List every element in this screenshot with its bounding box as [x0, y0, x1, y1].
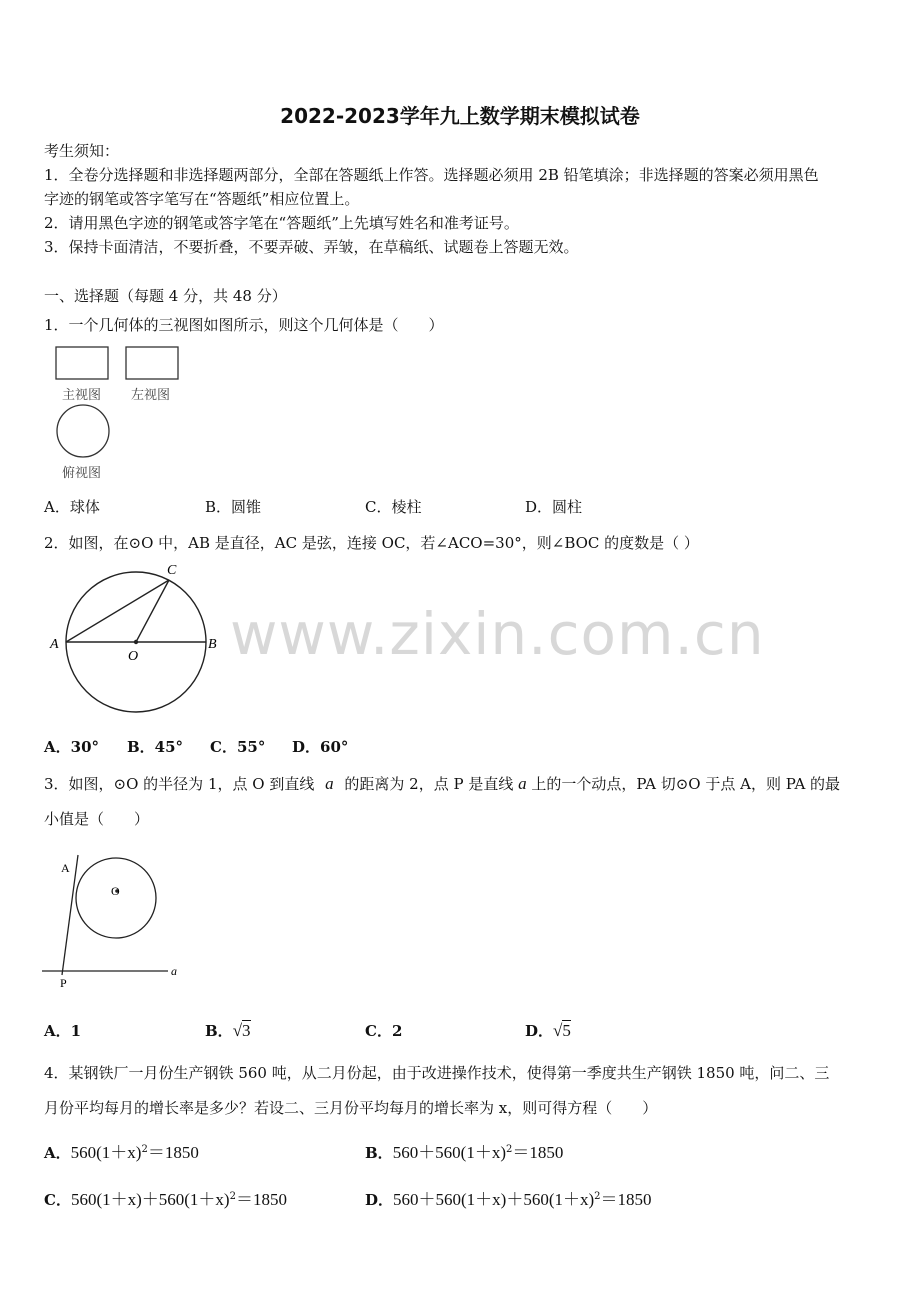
- q3-option-b[interactable]: B．√3: [205, 1021, 251, 1040]
- q3-line-a-label: a: [171, 964, 177, 978]
- q4-option-a[interactable]: [44, 1138, 199, 1163]
- q3-stem-line2: 小值是（ ）: [44, 810, 150, 828]
- q2-option-c[interactable]: C．55°: [210, 738, 266, 756]
- q4-option-d-expr: 560＋560(1＋x)＋560(1＋x): [393, 1190, 595, 1209]
- q4-option-a-expr: 560(1＋x): [70, 1143, 142, 1162]
- q2-point-b-label: B: [208, 637, 217, 652]
- q1-option-a[interactable]: A．球体: [44, 498, 100, 516]
- q2-center-dot: [134, 640, 138, 644]
- q3-point-p-label: P: [60, 976, 67, 990]
- q1-option-b[interactable]: B．圆锥: [205, 498, 262, 516]
- q3-stem-line1: [44, 773, 840, 794]
- front-view-rect: [56, 347, 108, 379]
- q3-circle: [76, 858, 156, 938]
- q3-tangent-figure: [40, 855, 190, 995]
- q4-option-b-rhs: ＝1850: [512, 1143, 564, 1162]
- q2-option-b[interactable]: B．45°: [127, 738, 184, 756]
- q3-stem-part-b: 的距离为 2，点 P 是直线: [344, 775, 514, 793]
- q4-option-d[interactable]: [365, 1185, 652, 1210]
- q3-stem-part-c: 上的一个动点，PA 切⊙O 于点 A，则 PA 的最: [531, 775, 841, 793]
- q4-option-d-label: D．: [365, 1191, 394, 1209]
- q4-option-a-label: A．: [44, 1144, 71, 1162]
- side-view-label: 左视图: [131, 388, 171, 403]
- q3-option-b-radicand: 3: [242, 1021, 251, 1040]
- q4-option-c-label: C．: [44, 1191, 71, 1209]
- q1-stem: 1．一个几何体的三视图如图所示，则这个几何体是（ ）: [44, 316, 444, 334]
- q2-point-a-label: A: [50, 637, 59, 652]
- notice-heading: 考生须知：: [44, 142, 120, 160]
- q4-option-d-rhs: ＝1850: [600, 1190, 652, 1209]
- q4-option-b-exp: 2: [506, 1144, 513, 1155]
- q2-chord-ac: [66, 580, 169, 642]
- q4-option-b[interactable]: [365, 1138, 563, 1163]
- q3-option-c[interactable]: C．2: [365, 1022, 403, 1040]
- q3-point-o-label: O: [111, 884, 120, 898]
- q3-point-a-label: A: [61, 861, 70, 875]
- q2-option-a[interactable]: A．30°: [44, 738, 100, 756]
- top-view-label: 俯视图: [62, 466, 102, 481]
- q3-option-d[interactable]: D．√5: [525, 1021, 571, 1040]
- q4-option-c-expr: 560(1＋x)＋560(1＋x): [70, 1190, 230, 1209]
- notice-item-1a: 1．全卷分选择题和非选择题两部分，全部在答题纸上作答。选择题必须用 2B 铅笔填涂；非选择题的答案必须用黑色: [44, 166, 819, 184]
- q2-circle-figure: [44, 560, 244, 730]
- q4-option-c-exp: 2: [229, 1191, 236, 1202]
- q2-stem: 2．如图，在⊙O 中，AB 是直径，AC 是弦，连接 OC，若∠ACO=30°，则∠BOC 的度数是（ ）: [44, 534, 699, 552]
- q4-option-a-rhs: ＝1850: [147, 1143, 199, 1162]
- q2-point-c-label: C: [167, 563, 177, 578]
- q4-stem-line1: 4．某钢铁厂一月份生产钢铁 560 吨，从二月份起，由于改进操作技术，使得第一季度共生产钢铁 1850 吨，问二、三: [44, 1064, 830, 1082]
- q3-option-d-label: D．: [525, 1022, 554, 1040]
- top-view-circle: [57, 405, 109, 457]
- q1-option-d[interactable]: D．圆柱: [525, 498, 583, 516]
- q2-point-o-label: O: [128, 649, 139, 664]
- side-view-rect: [126, 347, 178, 379]
- q4-stem-line2: 月份平均每月的增长率是多少？若设二、三月份平均每月的增长率为 x，则可得方程（ ）: [44, 1099, 658, 1117]
- q3-stem-part-a: 3．如图，⊙O 的半径为 1，点 O 到直线: [44, 775, 315, 793]
- q1-option-c[interactable]: C．棱柱: [365, 498, 422, 516]
- notice-item-2: 2．请用黑色字迹的钢笔或答字笔在“答题纸”上先填写姓名和准考证号。: [44, 214, 519, 232]
- q2-option-d[interactable]: D．60°: [292, 738, 349, 756]
- q4-option-d-exp: 2: [594, 1191, 601, 1202]
- q3-option-b-label: B．: [205, 1022, 233, 1040]
- watermark: www.zixin.com.cn: [230, 600, 765, 668]
- q4-option-b-expr: 560＋560(1＋x): [392, 1143, 507, 1162]
- q4-option-c-rhs: ＝1850: [235, 1190, 287, 1209]
- q3-option-a[interactable]: A．1: [44, 1022, 82, 1040]
- page-title: 2022-2023学年九上数学期末模拟试卷: [280, 104, 640, 128]
- q4-option-c[interactable]: [44, 1185, 287, 1210]
- q3-option-d-radicand: 5: [562, 1021, 571, 1040]
- notice-item-1b: 字迹的钢笔或答字笔写在“答题纸”相应位置上。: [44, 190, 360, 208]
- q3-var-a-1: a: [325, 774, 334, 793]
- q3-var-a-2: a: [518, 774, 527, 793]
- section-heading: 一、选择题（每题 4 分，共 48 分）: [44, 287, 287, 305]
- front-view-label: 主视图: [62, 388, 102, 403]
- q4-option-b-label: B．: [365, 1144, 393, 1162]
- q4-option-a-exp: 2: [141, 1144, 148, 1155]
- notice-item-3: 3．保持卡面清洁，不要折叠，不要弄破、弄皱，在草稿纸、试题卷上答题无效。: [44, 238, 579, 256]
